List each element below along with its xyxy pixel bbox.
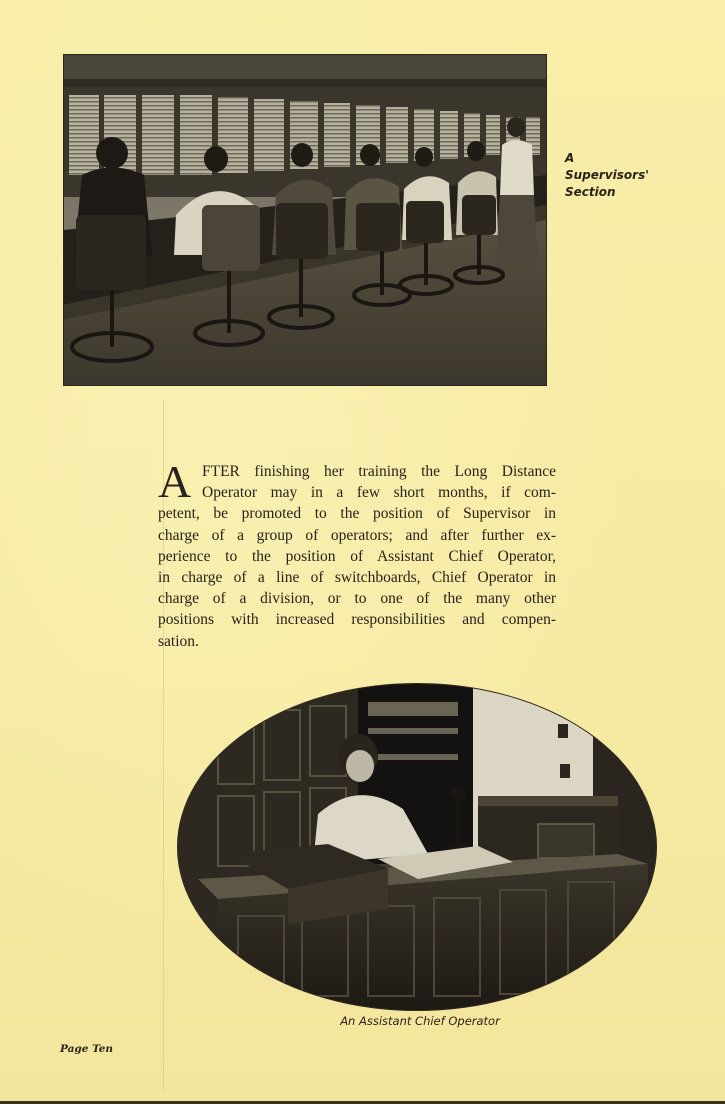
assistant-chief-operator-photo — [177, 683, 657, 1011]
body-line: positions with increased responsibilities and compen- — [158, 611, 556, 629]
caption-line: A — [565, 151, 575, 165]
body-line: FTER finishing her training the Long Distance — [202, 463, 556, 480]
body-paragraph — [158, 456, 556, 652]
body-line: sation. — [158, 632, 199, 650]
body-line: charge of a group of operators; and after further ex- — [158, 526, 556, 544]
caption-line: Supervisors' — [565, 168, 649, 182]
assistant-chief-operator-caption: An Assistant Chief Operator — [340, 1014, 500, 1028]
caption-line: Section — [565, 185, 616, 199]
body-line: in charge of a line of switchboards, Chief Operator in — [158, 569, 556, 587]
body-line: perience to the position of Assistant Chief Operator, — [158, 547, 556, 565]
body-line: petent, be promoted to the position of Supervisor in — [158, 505, 556, 523]
supervisors-section-caption — [565, 150, 685, 201]
supervisors-section-photo — [63, 54, 547, 386]
page-number: Page Ten — [60, 1043, 114, 1055]
body-line: Operator may in a few short months, if com- — [202, 484, 556, 502]
body-line: charge of a division, or to one of the many other — [158, 590, 556, 608]
drop-cap: A — [158, 456, 192, 507]
